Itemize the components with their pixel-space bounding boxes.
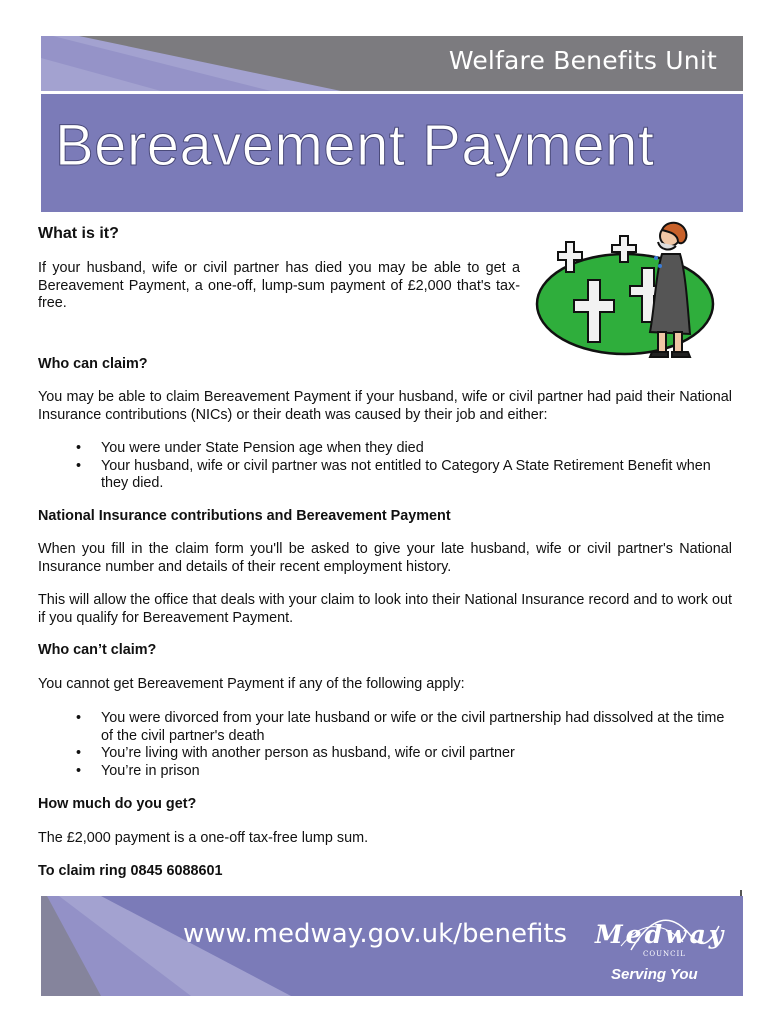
who-can-list: [76, 440, 732, 493]
bullet-icon: •: [76, 745, 82, 761]
list-item: • Your husband, wife or civil partner was not entitled to Category A State Retirement Benefit when they died.: [76, 457, 711, 491]
who-cant-list: [76, 710, 732, 780]
nic-text-1: When you fill in the claim form you'll be asked to give your late husband, wife or civil partner's National Insurance number and details of their recent employment history.: [38, 541, 732, 575]
list-item: • You’re living with another person as husband, wife or civil partner: [76, 745, 515, 761]
bullet-icon: •: [76, 762, 82, 779]
nic-heading: National Insurance contributions and Bereavement Payment: [38, 508, 451, 524]
claim-phone-line: To claim ring 0845 6088601: [38, 863, 223, 879]
how-much-text: The £2,000 payment is a one-off tax-free lump sum.: [38, 830, 369, 846]
list-item: • You were divorced from your late husband or wife or the civil partnership had dissolved at the time of the civil partner's death: [76, 710, 725, 744]
who-can-text: You may be able to claim Bereavement Payment if your husband, wife or civil partner had paid their National Insurance contributions (NICs) or their death was caused by their job and either:: [38, 389, 732, 423]
page-title: Bereavement Payment: [55, 113, 655, 178]
footer-url[interactable]: www.medway.gov.uk/benefits: [183, 919, 568, 949]
header-band: [41, 36, 743, 91]
list-item: • You’re in prison: [76, 762, 200, 779]
who-can-heading: Who can claim?: [38, 356, 148, 372]
how-much-heading: How much do you get?: [38, 796, 197, 812]
footer-band: [41, 896, 743, 996]
bullet-icon: •: [76, 710, 82, 726]
who-cant-text: You cannot get Bereavement Payment if any of the following apply:: [38, 676, 465, 692]
what-text: If your husband, wife or civil partner has died you may be able to get a Bereavement Payment, a one-off, lump-sum payment of £2,000 that's tax-free.: [38, 260, 520, 311]
list-item: • You were under State Pension age when they died: [76, 440, 424, 456]
unit-title: Welfare Benefits Unit: [448, 46, 717, 75]
logo-council: COUNCIL: [643, 950, 686, 958]
nic-text-2: This will allow the office that deals with your claim to look into their National Insurance record and to work out if you qualify for Bereavement Payment.: [38, 592, 732, 626]
bullet-icon: •: [76, 440, 82, 456]
title-band: [41, 94, 743, 212]
bullet-icon: •: [76, 457, 82, 474]
logo-tagline: Serving You: [611, 966, 698, 983]
what-heading: What is it?: [38, 225, 119, 242]
medway-council-logo: [591, 906, 731, 994]
logo-name: Medway: [595, 920, 727, 949]
who-cant-heading: Who can’t claim?: [38, 642, 157, 658]
